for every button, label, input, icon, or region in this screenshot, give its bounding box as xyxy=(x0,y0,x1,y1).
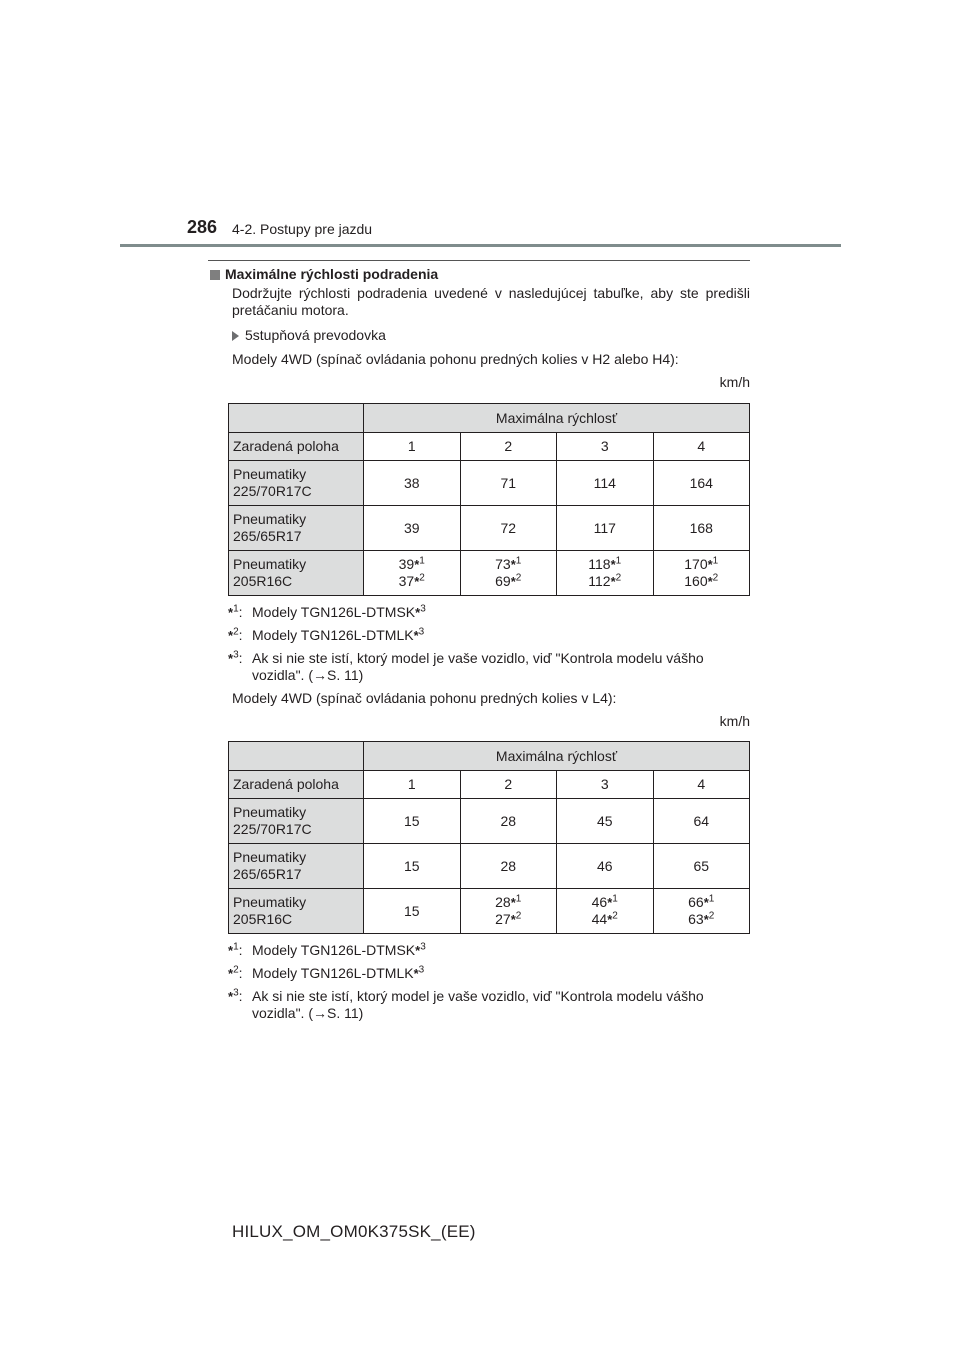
tire-label xyxy=(229,844,364,889)
speed-cell xyxy=(557,551,654,596)
tire-label-size: 205R16C xyxy=(233,911,293,927)
footnote-number: 2 xyxy=(615,572,622,584)
speed-value: 63 xyxy=(688,911,704,927)
tire-label-size: 265/65R17 xyxy=(233,866,302,882)
tire-label-line: Pneumatiky xyxy=(233,466,307,482)
table-header-row xyxy=(229,742,750,771)
speed-value: 44 xyxy=(591,911,608,927)
tire-label-size: 225/70R17C xyxy=(233,483,312,499)
star-mark: * xyxy=(510,574,516,589)
tire-label-size: 205R16C xyxy=(233,573,293,589)
table-caption: Modely 4WD (spínač ovládania pohonu predných kolies v H2 alebo H4): xyxy=(232,351,679,367)
gear-label: Zaradená poloha xyxy=(229,771,364,799)
header-max-speed: Maximálna rýchlosť xyxy=(364,742,750,771)
table-row xyxy=(229,799,750,844)
tire-label-size: 225/70R17C xyxy=(233,821,312,837)
star-mark: * xyxy=(607,895,613,910)
footnote-number: 1 xyxy=(615,555,622,567)
speed-table xyxy=(228,403,750,596)
footnote-colon: : xyxy=(238,965,243,981)
gear-number: 2 xyxy=(460,771,557,799)
star-mark: * xyxy=(610,557,616,572)
footnotes xyxy=(228,942,750,1022)
footnote-number: 2 xyxy=(233,626,239,638)
footnote-number: 2 xyxy=(419,572,425,584)
heading-text: Maximálne rýchlosti podradenia xyxy=(225,266,439,282)
section-title: 4-2. Postupy pre jazdu xyxy=(232,221,373,237)
footnote xyxy=(228,604,750,621)
gear-number: 1 xyxy=(364,771,461,799)
footnote-number: 2 xyxy=(712,572,719,584)
footnote xyxy=(228,965,750,982)
speed-cell: 45 xyxy=(557,799,654,844)
tables-container xyxy=(210,351,750,1022)
speed-cell: 46 xyxy=(557,844,654,889)
tire-label-line: Pneumatiky xyxy=(233,511,307,527)
section-heading xyxy=(210,266,750,283)
table-caption: Modely 4WD (spínač ovládania pohonu predných kolies v L4): xyxy=(232,690,617,706)
tire-label xyxy=(229,461,364,506)
footnote-number: 1 xyxy=(708,893,715,905)
gear-number: 1 xyxy=(364,433,461,461)
footnote-mark xyxy=(228,604,252,621)
star-mark: * xyxy=(228,943,234,958)
speed-cell: 168 xyxy=(653,506,750,551)
footnote-colon: : xyxy=(238,988,243,1004)
tire-label-line: Pneumatiky xyxy=(233,849,307,865)
gear-number: 4 xyxy=(653,771,750,799)
speed-cell: 117 xyxy=(557,506,654,551)
header-divider xyxy=(120,244,841,247)
footnote-number: 3 xyxy=(418,626,425,638)
footnote xyxy=(228,650,750,684)
table-row xyxy=(229,461,750,506)
speed-value: 69 xyxy=(495,573,511,589)
footnote-number: 1 xyxy=(515,893,522,905)
star-mark: * xyxy=(707,557,713,572)
table-row xyxy=(229,889,750,934)
tire-label xyxy=(229,506,364,551)
gear-number: 3 xyxy=(557,433,654,461)
unit-label: km/h xyxy=(719,713,750,729)
intro-paragraph: Dodržujte rýchlosti podradenia uvedené v nasledujúcej tabuľke, aby ste predišli pretáčaniu motora. xyxy=(232,285,750,318)
star-mark: * xyxy=(414,557,420,572)
footnote-number: 2 xyxy=(708,910,715,922)
star-mark: * xyxy=(510,557,516,572)
speed-cell: 38 xyxy=(364,461,461,506)
footnote-mark xyxy=(228,627,252,644)
tire-label xyxy=(229,889,364,934)
footnote-number: 2 xyxy=(515,572,522,584)
star-mark: * xyxy=(415,943,421,958)
footnote-colon: : xyxy=(238,942,243,958)
main-content xyxy=(210,266,750,1028)
header-max-speed: Maximálna rýchlosť xyxy=(364,404,750,433)
subheading-text: 5stupňová prevodovka xyxy=(245,327,386,343)
footnote-mark xyxy=(228,965,252,982)
footnote-number: 3 xyxy=(420,603,426,615)
content-divider xyxy=(208,260,750,261)
speed-value: 73 xyxy=(495,556,511,572)
footnote-number: 3 xyxy=(420,941,426,953)
speed-value: 46 xyxy=(591,894,608,910)
tire-label-line: Pneumatiky xyxy=(233,894,307,910)
footnote-mark xyxy=(228,650,252,684)
star-mark: * xyxy=(413,628,419,643)
tire-label-line: Pneumatiky xyxy=(233,804,307,820)
footnote-colon: : xyxy=(238,604,243,620)
square-bullet-icon xyxy=(210,270,220,280)
star-mark: * xyxy=(228,651,234,666)
footnote-number: 1 xyxy=(712,555,719,567)
speed-cell: 28 xyxy=(460,799,557,844)
footnote-number: 1 xyxy=(612,893,618,905)
speed-table xyxy=(228,741,750,934)
table-row xyxy=(229,844,750,889)
footnote-number: 1 xyxy=(233,603,239,615)
speed-cell: 15 xyxy=(364,799,461,844)
gear-number: 2 xyxy=(460,433,557,461)
tire-label xyxy=(229,799,364,844)
speed-cell: 64 xyxy=(653,799,750,844)
footnote-number: 3 xyxy=(233,649,239,661)
speed-value: 27 xyxy=(495,911,511,927)
speed-cell xyxy=(460,889,557,934)
star-mark: * xyxy=(607,912,613,927)
page-number: 286 xyxy=(187,217,218,237)
speed-cell: 72 xyxy=(460,506,557,551)
footnote-number: 2 xyxy=(515,910,522,922)
star-mark: * xyxy=(414,574,420,589)
star-mark: * xyxy=(610,574,616,589)
tire-label xyxy=(229,551,364,596)
gear-row xyxy=(229,433,750,461)
footnote-text: Modely TGN126L-DTMLK*$^3$ xyxy=(252,964,425,981)
star-mark: * xyxy=(413,966,419,981)
gear-label: Zaradená poloha xyxy=(229,433,364,461)
table-header-row xyxy=(229,404,750,433)
gear-number: 4 xyxy=(653,433,750,461)
gear-row xyxy=(229,771,750,799)
speed-value: 160 xyxy=(684,573,708,589)
speed-cell: 39 xyxy=(364,506,461,551)
speed-cell xyxy=(653,889,750,934)
star-mark: * xyxy=(703,912,709,927)
speed-cell: 15 xyxy=(364,844,461,889)
footnote-number: 1 xyxy=(515,555,522,567)
speed-cell: 65 xyxy=(653,844,750,889)
footnote-text: Modely TGN126L-DTMLK*$^3$ xyxy=(252,626,425,643)
footnote-text: Ak si nie ste istí, ktorý model je vaše vozidlo, viď "Kontrola modelu vášho vozidla". (→S. 11) xyxy=(252,988,704,1021)
speed-value: 39 xyxy=(398,556,415,572)
header-empty-cell xyxy=(229,742,364,771)
star-mark: * xyxy=(415,605,421,620)
footnote-colon: : xyxy=(238,627,243,643)
speed-value: 28 xyxy=(495,894,511,910)
footnote-mark xyxy=(228,988,252,1022)
footnote-number: 2 xyxy=(612,910,618,922)
speed-cell: 15 xyxy=(364,889,461,934)
star-mark: * xyxy=(228,628,234,643)
speed-value: 112 xyxy=(588,573,611,589)
footnotes xyxy=(228,604,750,684)
footnote-text: Ak si nie ste istí, ktorý model je vaše vozidlo, viď "Kontrola modelu vášho vozidla". (→S. 11) xyxy=(252,650,704,683)
speed-cell: 114 xyxy=(557,461,654,506)
footnote-number: 3 xyxy=(233,987,239,999)
speed-cell xyxy=(653,551,750,596)
speed-cell: 71 xyxy=(460,461,557,506)
speed-cell xyxy=(460,551,557,596)
star-mark: * xyxy=(228,605,234,620)
star-mark: * xyxy=(703,895,709,910)
footnote xyxy=(228,988,750,1022)
header-empty-cell xyxy=(229,404,364,433)
footnote-number: 1 xyxy=(233,941,239,953)
footnote-mark xyxy=(228,942,252,959)
subheading xyxy=(232,327,750,344)
speed-value: 118 xyxy=(588,556,611,572)
star-mark: * xyxy=(707,574,713,589)
triangle-bullet-icon xyxy=(232,331,239,341)
speed-cell xyxy=(364,551,461,596)
star-mark: * xyxy=(510,912,516,927)
footnote xyxy=(228,627,750,644)
speed-value: 170 xyxy=(684,556,708,572)
star-mark: * xyxy=(510,895,516,910)
tire-label-size: 265/65R17 xyxy=(233,528,302,544)
footnote-text: Modely TGN126L-DTMSK*$^3$ xyxy=(252,603,426,620)
star-mark: * xyxy=(228,966,234,981)
footnote-colon: : xyxy=(238,650,243,666)
speed-value: 66 xyxy=(688,894,704,910)
document-id: HILUX_OM_OM0K375SK_(EE) xyxy=(232,1222,476,1241)
footnote-number: 3 xyxy=(418,964,425,976)
footnote-text: Modely TGN126L-DTMSK*$^3$ xyxy=(252,941,426,958)
star-mark: * xyxy=(228,989,234,1004)
footnote-number: 1 xyxy=(419,555,425,567)
footnote xyxy=(228,942,750,959)
speed-value: 37 xyxy=(398,573,415,589)
table-row xyxy=(229,506,750,551)
footnote-number: 2 xyxy=(233,964,239,976)
table-row xyxy=(229,551,750,596)
page-header xyxy=(0,0,960,250)
speed-cell: 164 xyxy=(653,461,750,506)
gear-number: 3 xyxy=(557,771,654,799)
speed-cell: 28 xyxy=(460,844,557,889)
unit-label: km/h xyxy=(719,374,750,390)
tire-label-line: Pneumatiky xyxy=(233,556,307,572)
speed-cell xyxy=(557,889,654,934)
